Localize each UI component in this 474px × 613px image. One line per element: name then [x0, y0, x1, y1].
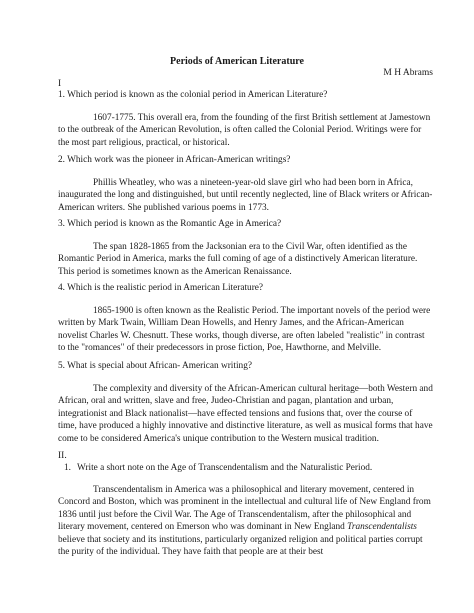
question-2: 2. Which work was the pioneer in African-American writings? [58, 155, 291, 165]
question-6 [58, 463, 433, 474]
answer-1 [58, 112, 433, 149]
answer-3-text: The span 1828-1865 from the Jacksonian era to the Civil War, often identified as the Romantic Period in America, marks the full coming of age of a distinctively American literature. This period is sometimes known as the American Renaissance. [58, 242, 418, 277]
question-1: 1. Which period is known as the colonial period in American Literature? [58, 90, 328, 100]
question-3: 3. Which period is known as the Romantic Age in America? [58, 219, 282, 229]
answer-2-text: Phillis Wheatley, who was a nineteen-year-old slave girl who had been born in Africa, inaugurated the long and distinguished, but until recently neglected, line of Black writers or African-American writers. She published various poems in 1773. [58, 178, 433, 213]
answer-4-text: 1865-1900 is often known as the Realistic Period. The important novels of the period were written by Mark Twain, William Dean Howells, and Henry James, and the African-American novelist Charles W. Chesnutt. These works, though diverse, are often labeled "realistic" in contrast to the "romances" of their predecessors in prose fiction, Poe, Hawthorne, and Melville. [58, 306, 431, 354]
answer-1-text: 1607-1775. This overall era, from the founding of the first British settlement at Jamestown to the outbreak of the American Revolution, is often called the Colonial Period. Writings were for the most part religious, practical, or historical. [58, 113, 431, 148]
question-6-text: Write a short note on the Age of Transcendentalism and the Naturalistic Period. [76, 463, 373, 473]
answer-3 [58, 241, 433, 278]
answer-6-emphasis: Transcendentalists [347, 522, 417, 533]
answer-6-text-a: Transcendentalism in America was a philosophical and literary movement, centered in Concord and Boston, which was prominent in the intellectual and cultural life of New England from 1836 until just before the Civil War. The Age of Transcendentalism, after the philosophical and literary movement, centered on Emerson who was dominant in New England [58, 485, 431, 533]
answer-4 [58, 305, 433, 355]
author-name: M H Abrams [383, 68, 433, 78]
question-5: 5. What is special about African- American writing? [58, 361, 252, 371]
answer-6-text-b: believe that society and its institutions, particularly organized religion and political parties corrupt the purity of the individual. They have faith that people are at their best [58, 534, 423, 558]
answer-5 [58, 383, 433, 445]
answer-5-text: The complexity and diversity of the African-American cultural heritage—both Western and African, oral and written, slave and free, Judeo-Christian and pagan, plantation and urban, integrationist and Black nationalist—have effected tensions and fusions that, over the course of time, have produced a highly innovative and distinctive literature, as well as musical forms that have come to be considered America's unique contribution to the Western musical tradition. [58, 384, 433, 444]
question-4: 4. Which is the realistic period in American Literature? [58, 283, 264, 293]
question-6-number: 1. [64, 463, 71, 473]
section-heading-2: II. [58, 451, 67, 461]
answer-6 [58, 484, 433, 558]
answer-2 [58, 177, 433, 214]
document-title: Periods of American Literature [170, 56, 304, 67]
section-heading-1: I [58, 79, 62, 89]
